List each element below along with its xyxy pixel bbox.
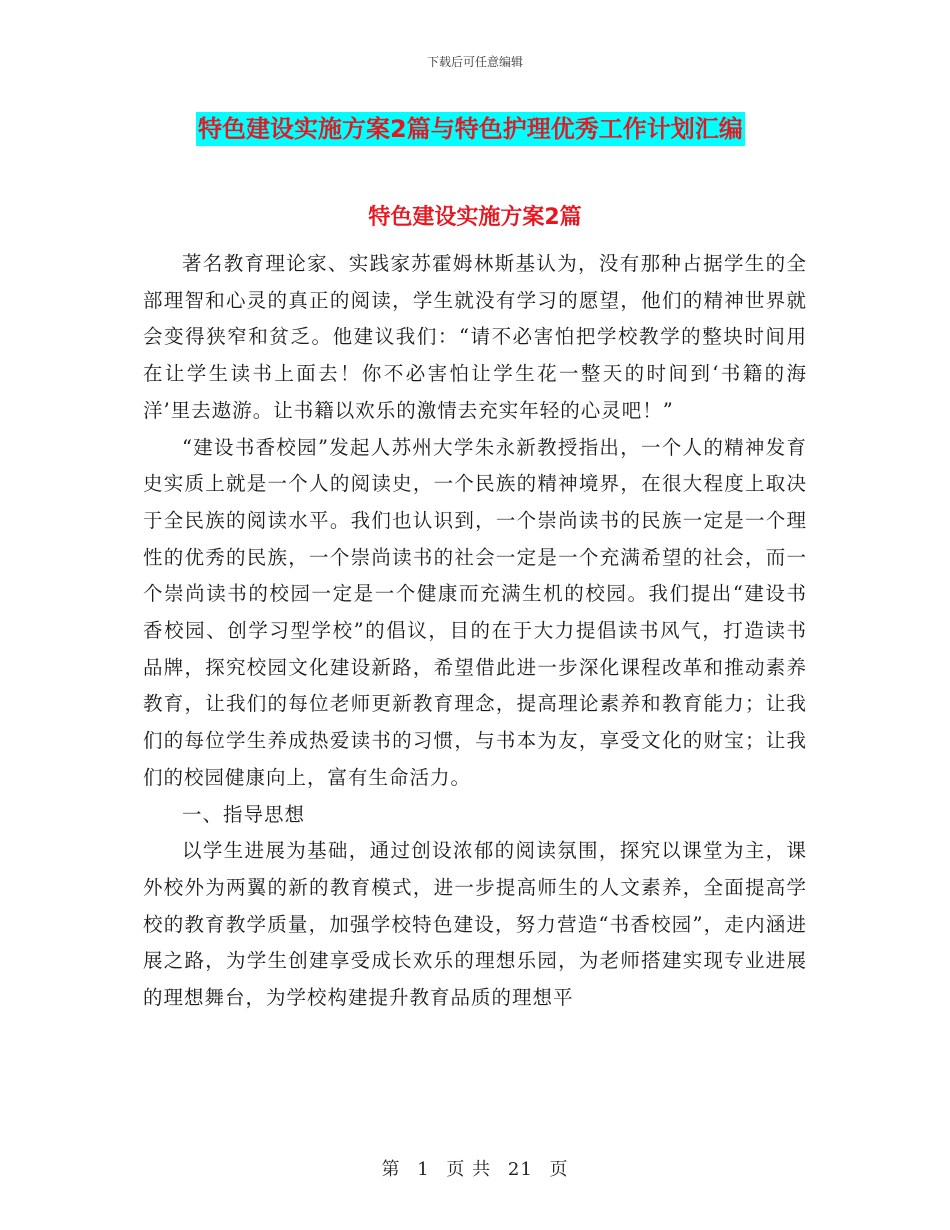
section-title: 特色建设实施方案2篇 bbox=[368, 205, 582, 230]
total-pages: 21 bbox=[507, 1159, 533, 1180]
page-label-prefix: 第 bbox=[381, 1159, 401, 1180]
page-label-suffix: 页 bbox=[549, 1159, 569, 1180]
header-note: 下载后可任意编辑 bbox=[426, 55, 523, 69]
page-footer bbox=[0, 1155, 950, 1181]
paragraph: 以学生进展为基础，通过创设浓郁的阅读氛围，探究以课堂为主，课外校外为两翼的新的教育模式，进一步提高师生的人文素养，全面提高学校的教育教学质量，加强学校特色建设，努力营造“书香校园”，走内涵进展之路，为学生创建享受成长欢乐的理想乐园，为老师搭建实现专业进展的理想舞台，为学校构建提升教育品质的理想平 bbox=[143, 839, 807, 1010]
page-number: 1 bbox=[417, 1159, 430, 1180]
paragraph: 著名教育理论家、实践家苏霍姆林斯基认为，没有那种占据学生的全部理智和心灵的真正的阅读，学生就没有学习的愿望，他们的精神世界就会变得狭窄和贫乏。他建议我们：“请不必害怕把学校教学的整块时间用在让学生读书上面去！你不必害怕让学生花一整天的时间到‘书籍的海洋’里去遨游。让书籍以欢乐的激情去充实年轻的心灵吧！” bbox=[143, 252, 807, 422]
document-body bbox=[143, 246, 807, 1017]
document-title: 特色建设实施方案2篇与特色护理优秀工作计划汇编 bbox=[196, 112, 745, 146]
paragraph: “建设书香校园”发起人苏州大学朱永新教授指出，一个人的精神发育史实质上就是一个人的阅读史，一个民族的精神境界，在很大程度上取决于全民族的阅读水平。我们也认识到，一个崇尚读书的民族一定是一个理性的优秀的民族，一个崇尚读书的社会一定是一个充满希望的社会，而一个崇尚读书的校园一定是一个健康而充满生机的校园。我们提出“建设书香校园、创学习型学校”的倡议，目的在于大力提倡读书风气，打造读书品牌，探究校园文化建设新路，希望借此进一步深化课程改革和推动素养教育，让我们的每位老师更新教育理念，提高理论素养和教育能力；让我们的每位学生养成热爱读书的习惯，与书本为友，享受文化的财宝；让我们的校园健康向上，富有生命活力。 bbox=[143, 435, 807, 789]
page-label-mid: 页 共 bbox=[446, 1159, 492, 1180]
section-heading: 一、指导思想 bbox=[182, 802, 306, 826]
